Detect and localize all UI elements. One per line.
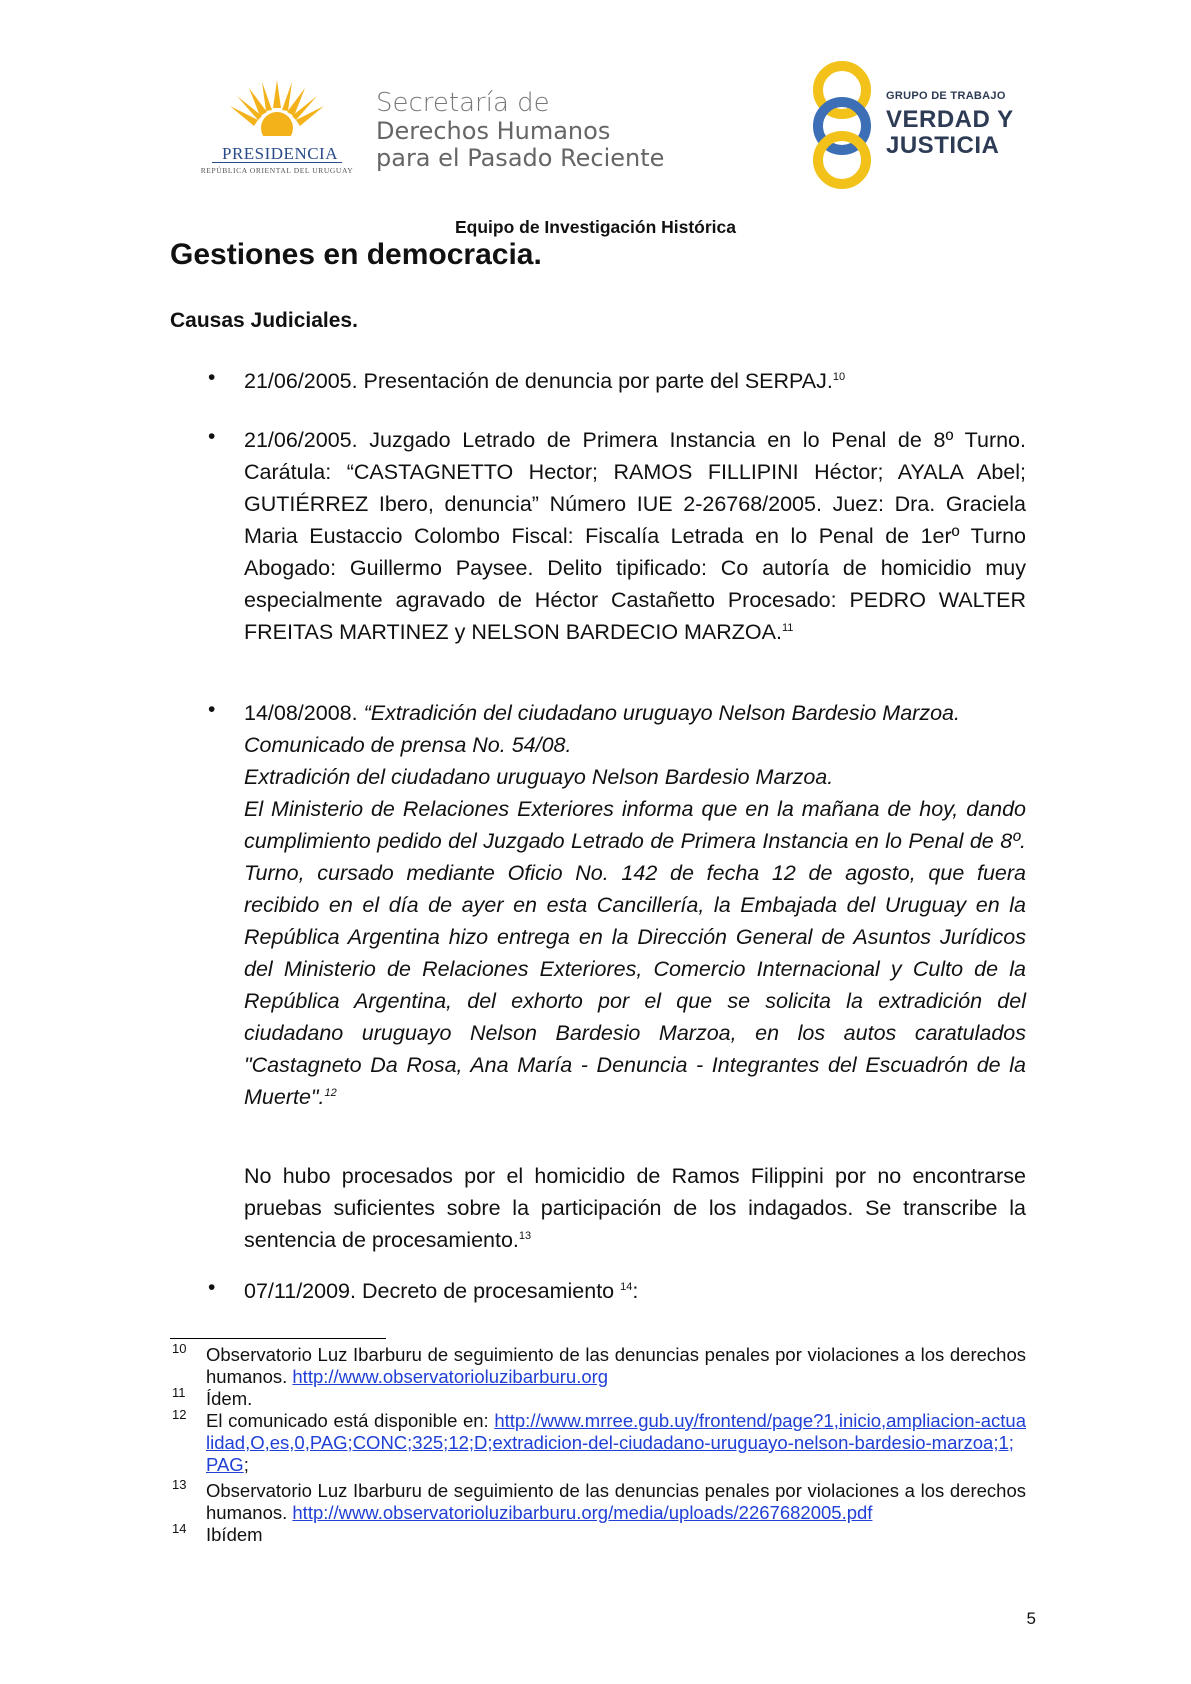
footnote — [206, 1388, 1026, 1410]
footnote-ref: 13 — [518, 1229, 532, 1242]
footnote-link[interactable]: http://www.mrree.gub.uy/frontend/page?1,inicio,ampliacion-actualidad,O,es,0,PAG;CONC;325;12;D;extradicion-del-ciudadano-uruguayo-nelson-bardesio-marzoa;1;PAG — [206, 1410, 1026, 1475]
item-text: 21/06/2005. Presentación de denuncia por parte del SERPAJ. — [244, 369, 833, 393]
footnote-ref: 12 — [324, 1086, 337, 1099]
footnote-number: 11 — [172, 1385, 186, 1400]
page-number: 5 — [1026, 1609, 1036, 1628]
bullet-icon: • — [208, 1276, 216, 1299]
quote-line — [244, 697, 1026, 729]
bullet-icon: • — [208, 698, 216, 721]
footnote — [206, 1524, 1026, 1546]
bullet-icon: • — [208, 425, 216, 448]
item-text: 07/11/2009. Decreto de procesamiento — [244, 1279, 615, 1303]
secretaria-line-3: para el Pasado Reciente — [376, 144, 665, 172]
footnote-suffix: ; — [243, 1454, 249, 1475]
gtvj-small-text: GRUPO DE TRABAJO — [886, 90, 1006, 102]
footnote — [206, 1480, 1026, 1524]
footnote-text: El comunicado está disponible en: — [206, 1410, 489, 1431]
presidencia-name: PRESIDENCIA — [221, 144, 338, 163]
linked-rings-icon — [810, 60, 880, 190]
footnote-number: 14 — [172, 1521, 187, 1536]
gtvj-line-2: JUSTICIA — [886, 132, 1000, 159]
list-item-continuation — [244, 1160, 1026, 1256]
quote-line: Comunicado de prensa No. 54/08. — [244, 733, 572, 757]
sun-icon — [222, 78, 332, 144]
list-item — [244, 365, 1026, 397]
gtvj-line-1: VERDAD Y — [886, 106, 1014, 133]
footnote — [206, 1410, 1026, 1476]
quote-heading: “Extradición del ciudadano uruguayo Nelson Bardesio Marzoa. — [363, 701, 960, 725]
footnote-text: Observatorio Luz Ibarburu de seguimiento de las denuncias penales por violaciones a los derechos humanos. — [206, 1480, 1026, 1523]
item-text: 21/06/2005. Juzgado Letrado de Primera Instancia en lo Penal de 8º Turno. Carátula: “CASTAGNETTO Hector; RAMOS FILLIPINI Héctor; AYALA Abel; GUTIÉRREZ Ibero, denuncia” Número IUE 2-26768/2005. Juez: Dra. Graciela Maria Eustaccio Colombo Fiscal: Fiscalía Letrada en lo Penal de 1erº Turno Abogado: Guillermo Paysee. Delito tipificado: Co autoría de homicidio muy especialmente agravado de Héctor Castañetto Procesado: PEDRO WALTER FREITAS MARTINEZ y NELSON BARDECIO MARZOA. — [244, 428, 1026, 644]
team-label: Equipo de Investigación Histórica — [454, 217, 737, 237]
footnote-ref: 10 — [832, 370, 846, 383]
quote-text: El Ministerio de Relaciones Exteriores informa que en la mañana de hoy, dando cumplimiento pedido del Juzgado Letrado de Primera Instancia en lo Penal de 8º. Turno, cursado mediante Oficio No. 142 de fecha 12 de agosto, que fuera recibido en el día de ayer en esta Cancillería, la Embajada del Uruguay en la República Argentina hizo entrega en la Dirección General de Asuntos Jurídicos del Ministerio de Relaciones Exteriores, Comercio Internacional y Culto de la República Argentina, del exhorto por el que se solicita la extradición del ciudadano uruguayo Nelson Bardesio Marzoa, en los autos caratulados "Castagneto Da Rosa, Ana María - Denuncia - Integrantes del Escuadrón de la Muerte". — [244, 797, 1026, 1109]
footnote-text: Observatorio Luz Ibarburu de seguimiento de las denuncias penales por violaciones a los derechos humanos. — [206, 1344, 1026, 1387]
quote-body — [244, 793, 1026, 1113]
list-item — [244, 1275, 1026, 1307]
verdad-justicia-logo — [810, 60, 1030, 190]
page-header — [0, 0, 1191, 200]
item-text: No hubo procesados por el homicidio de Ramos Filippini por no encontrarse pruebas suficientes sobre la participación de los indagados. Se transcribe la sentencia de procesamiento. — [244, 1164, 1026, 1252]
footnote-ref: 14 — [620, 1280, 633, 1293]
page-title: Gestiones en democracia. — [170, 238, 542, 271]
presidencia-subtitle: REPÚBLICA ORIENTAL DEL URUGUAY — [200, 166, 354, 175]
footnote-number: 13 — [172, 1477, 187, 1492]
bullet-icon: • — [208, 366, 216, 389]
section-heading: Causas Judiciales. — [170, 309, 358, 332]
footnote-rule — [170, 1338, 386, 1339]
quote-line: Extradición del ciudadano uruguayo Nelson Bardesio Marzoa. — [244, 765, 834, 789]
list-item — [244, 697, 1026, 1113]
footnote-text: Ibídem — [206, 1524, 263, 1545]
footnote-number: 12 — [172, 1407, 187, 1422]
item-suffix: : — [632, 1279, 639, 1303]
footnote — [206, 1344, 1026, 1388]
footnote-link[interactable]: http://www.observatorioluzibarburu.org/media/uploads/2267682005.pdf — [292, 1502, 873, 1523]
secretaria-title — [376, 88, 664, 172]
presidencia-logo — [192, 78, 362, 178]
footnote-text: Ídem. — [206, 1388, 253, 1409]
item-date: 14/08/2008. — [244, 701, 358, 725]
footnote-number: 10 — [172, 1341, 187, 1356]
secretaria-line-1: Secretaría de — [376, 88, 550, 118]
footnote-ref: 11 — [781, 621, 794, 634]
footnote-link[interactable]: http://www.observatorioluzibarburu.org — [292, 1366, 609, 1387]
list-item — [244, 424, 1026, 648]
secretaria-line-2: Derechos Humanos — [376, 117, 611, 145]
